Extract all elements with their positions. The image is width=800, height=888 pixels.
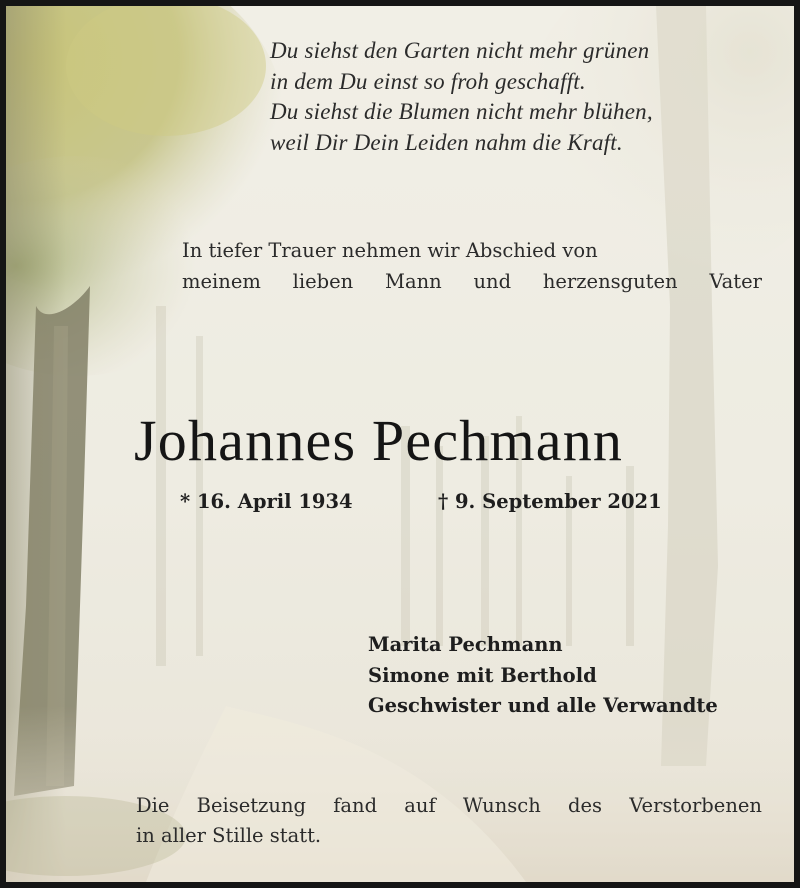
death-date: † 9. September 2021 bbox=[438, 490, 662, 513]
poem-line: Du siehst die Blumen nicht mehr blühen, bbox=[270, 99, 653, 124]
poem-line: in dem Du einst so froh geschafft. bbox=[270, 68, 586, 94]
poem bbox=[270, 36, 770, 158]
funeral-notice bbox=[136, 791, 762, 851]
mourners-list bbox=[368, 630, 788, 722]
deceased-name: Johannes Pechmann bbox=[134, 408, 624, 473]
funeral-line: Die Beisetzung fand auf Wunsch des Verstorbenen bbox=[136, 794, 762, 817]
poem-line: Du siehst den Garten nicht mehr grünen bbox=[270, 38, 650, 63]
mourner: Geschwister und alle Verwandte bbox=[368, 694, 718, 717]
mourner: Marita Pechmann bbox=[368, 633, 563, 656]
birth-date: * 16. April 1934 bbox=[180, 490, 353, 513]
intro-line: meinem lieben Mann und herzensguten Vater bbox=[182, 270, 762, 293]
poem-line: weil Dir Dein Leiden nahm die Kraft. bbox=[270, 129, 623, 155]
mourner: Simone mit Berthold bbox=[368, 663, 597, 687]
intro-line: In tiefer Trauer nehmen wir Abschied von bbox=[182, 239, 598, 262]
intro-text bbox=[182, 235, 762, 297]
funeral-line: in aller Stille statt. bbox=[136, 824, 322, 847]
